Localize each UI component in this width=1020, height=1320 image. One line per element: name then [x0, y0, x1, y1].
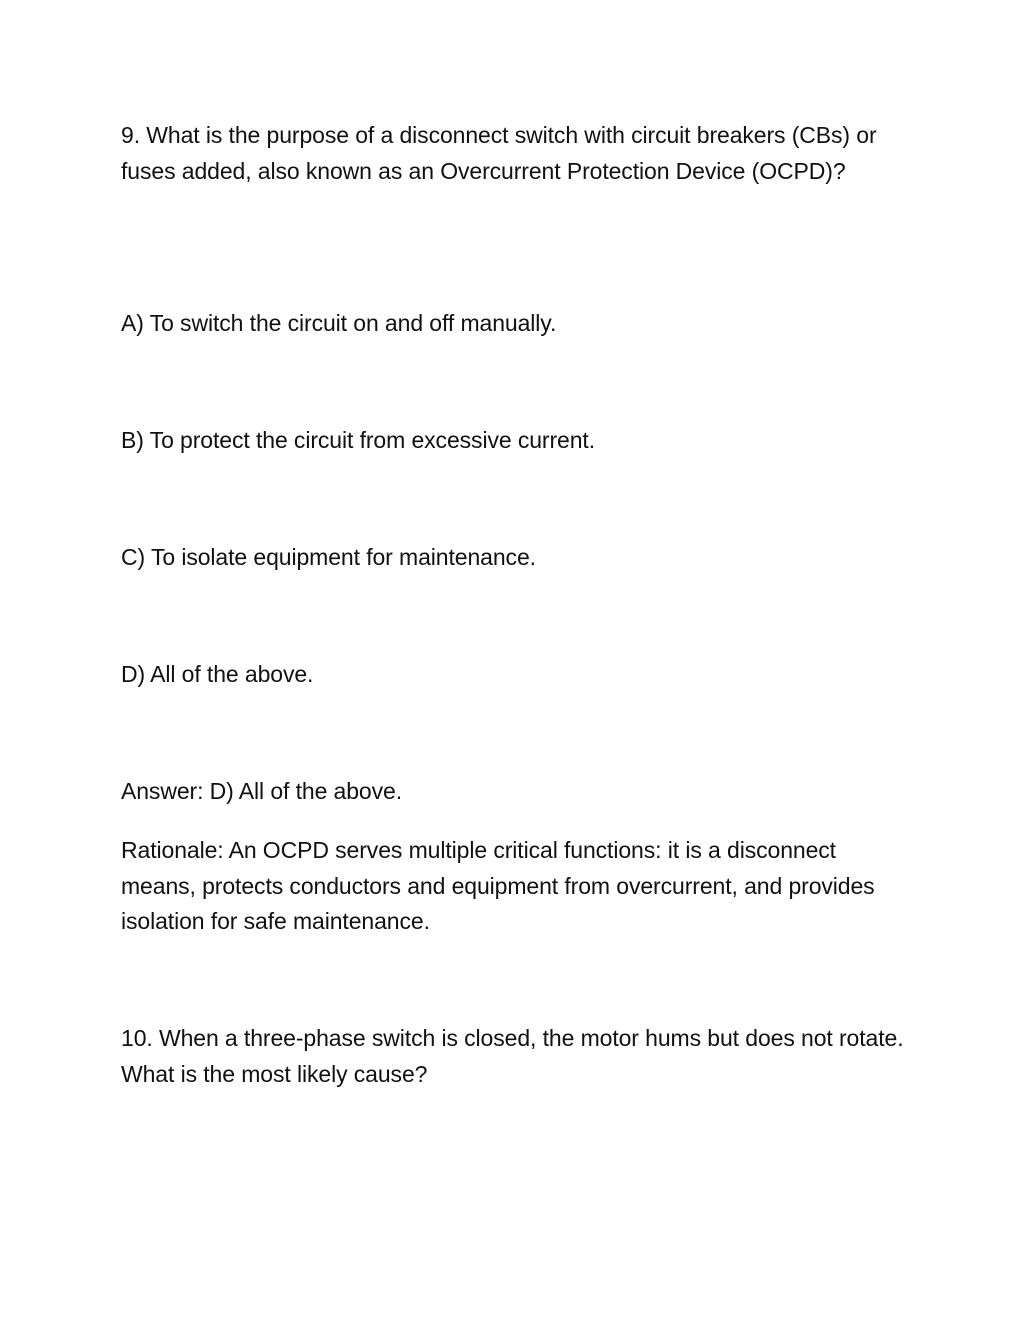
- question-9-rationale: Rationale: An OCPD serves multiple critical functions: it is a disconnect means, protects conductors and equipment from overcurrent, and provides isolation for safe maintenance.: [121, 837, 875, 934]
- question-9-option-a: A) To switch the circuit on and off manually.: [121, 310, 557, 336]
- question-9-option-c: C) To isolate equipment for maintenance.: [121, 544, 536, 570]
- question-10-text: 10. When a three-phase switch is closed, the motor hums but does not rotate. What is the most likely cause?: [121, 1025, 904, 1087]
- question-9-answer: Answer: D) All of the above.: [121, 778, 403, 804]
- question-9-text: 9. What is the purpose of a disconnect switch with circuit breakers (CBs) or fuses added, also known as an Overcurrent Protection Device (OCPD)?: [121, 122, 877, 184]
- question-9-option-d: D) All of the above.: [121, 661, 314, 687]
- question-9-option-b: B) To protect the circuit from excessive current.: [121, 427, 596, 453]
